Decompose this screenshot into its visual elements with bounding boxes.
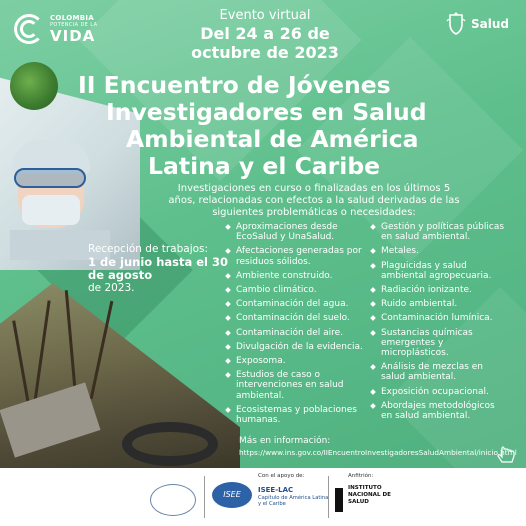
topic-text: Exposición ocupacional. xyxy=(381,386,489,397)
bullet-diamond-icon xyxy=(371,401,381,421)
topic-item xyxy=(226,246,366,266)
topic-item xyxy=(226,271,366,281)
isee-subtitle-line: y el Caribe xyxy=(258,501,286,508)
title-line: Ambiental de América xyxy=(126,125,419,153)
bullet-diamond-icon xyxy=(371,261,381,281)
reception-info xyxy=(88,243,228,294)
discarded-tire xyxy=(122,422,218,466)
reception-dates: 1 de junio hasta el 30 de agosto xyxy=(88,254,229,282)
bullet-diamond-icon xyxy=(371,246,381,256)
reception-year: de 2023. xyxy=(88,281,135,294)
topic-item xyxy=(371,246,506,256)
isee-subtitle xyxy=(258,495,338,508)
topic-item xyxy=(371,328,506,359)
topic-text: Ambiente construido. xyxy=(236,270,333,281)
topic-item xyxy=(371,313,506,323)
salud-logo xyxy=(446,12,509,36)
reception-label: Recepción de trabajos: xyxy=(88,243,209,255)
ministry-name: Salud xyxy=(471,17,509,31)
bullet-diamond-icon xyxy=(226,356,236,366)
topic-text: Plaguicidas y salud ambiental agropecuaria. xyxy=(381,260,492,281)
support-label: Con el apoyo de: xyxy=(258,473,305,479)
ins-name-line: SALUD xyxy=(348,499,369,505)
topic-text: Contaminación del aire. xyxy=(236,327,344,338)
title-line: Investigadores en Salud xyxy=(106,98,427,126)
topic-text: Aproximaciones desde EcoSalud y UnaSalud. xyxy=(236,222,338,243)
topic-text: Metales. xyxy=(381,246,419,257)
topic-text: Cambio climático. xyxy=(236,285,317,296)
bullet-diamond-icon xyxy=(226,370,236,401)
bullet-diamond-icon xyxy=(226,342,236,352)
event-dates-line-2: octubre de 2023 xyxy=(191,43,339,62)
topic-text: Gestión y políticas públicas en salud ambiental. xyxy=(381,222,505,243)
topic-text: Estudios de caso o intervenciones en salud ambiental. xyxy=(236,370,344,401)
bullet-diamond-icon xyxy=(371,299,381,309)
title-line: II Encuentro de Jóvenes xyxy=(78,71,391,99)
topic-item xyxy=(226,370,366,401)
bullet-diamond-icon xyxy=(226,271,236,281)
bullet-diamond-icon xyxy=(226,299,236,309)
topic-text: Ruido ambiental. xyxy=(381,299,458,310)
colombia-logo xyxy=(14,14,97,44)
bullet-diamond-icon xyxy=(371,313,381,323)
bullet-diamond-icon xyxy=(226,405,236,425)
topic-item xyxy=(371,222,506,242)
more-info xyxy=(239,436,517,457)
bullet-diamond-icon xyxy=(226,222,236,242)
topic-item xyxy=(226,313,366,323)
more-info-label: Más en información: xyxy=(239,436,331,446)
ins-logo-icon xyxy=(335,488,343,512)
isee-subtitle-line: Capítulo de América Latina xyxy=(258,495,329,501)
topic-text: Afectaciones generadas por residuos sólidos. xyxy=(236,246,362,267)
event-type: Evento virtual xyxy=(219,8,311,23)
topic-text: Sustancias químicas emergentes y microplásticos. xyxy=(381,327,473,359)
event-dates-line-1: Del 24 a 26 de xyxy=(200,24,330,43)
topic-text: Exposoma. xyxy=(236,356,286,367)
topic-text: Divulgación de la evidencia. xyxy=(236,341,363,352)
isee-name: ISEE-LAC xyxy=(258,486,294,494)
divider xyxy=(204,476,205,518)
bullet-diamond-icon xyxy=(371,387,381,397)
topic-text: Contaminación lumínica. xyxy=(381,313,493,324)
topic-item xyxy=(226,405,366,425)
topic-text: Contaminación del suelo. xyxy=(236,313,350,324)
topic-item xyxy=(226,222,366,242)
ins-name-line: NACIONAL DE xyxy=(348,492,391,498)
face-mask xyxy=(22,195,80,225)
safety-goggles xyxy=(14,168,86,188)
title-line: Latina y el Caribe xyxy=(148,152,381,180)
topic-item xyxy=(226,285,366,295)
divider xyxy=(328,476,329,518)
topics-list-right xyxy=(371,222,506,425)
page-title xyxy=(78,72,518,180)
bullet-diamond-icon xyxy=(226,313,236,323)
isee-logo: ISEE xyxy=(212,482,252,508)
topic-item xyxy=(371,387,506,397)
event-info xyxy=(190,8,340,62)
colombia-logo-icon xyxy=(14,14,44,44)
logo-line-2: POTENCIA DE LA xyxy=(50,21,98,28)
logo-line-3: VIDA xyxy=(50,26,96,45)
university-seal-logo xyxy=(150,484,196,516)
plant-sample-image xyxy=(10,62,58,110)
topic-text: Ecosistemas y poblaciones humanas. xyxy=(236,404,357,426)
ins-name xyxy=(348,485,391,506)
topic-text: Análisis de mezclas en salud ambiental. xyxy=(381,362,484,383)
topic-item xyxy=(226,328,366,338)
topic-item xyxy=(371,401,506,421)
topic-text: Contaminación del agua. xyxy=(236,299,349,310)
topic-item xyxy=(226,299,366,309)
bullet-diamond-icon xyxy=(371,222,381,242)
bullet-diamond-icon xyxy=(371,362,381,382)
more-info-link[interactable]: https://www.ins.gov.co/IIEncuentroInvestigadoresSaludAmbiental/inicio.html xyxy=(239,448,517,457)
topic-text: Radiación ionizante. xyxy=(381,285,472,296)
logo-text xyxy=(50,15,97,44)
pointing-hand-icon xyxy=(496,446,516,464)
topics-list-left xyxy=(226,222,366,429)
sponsor-footer xyxy=(0,468,526,526)
intro-text: Investigaciones en curso o finalizadas en los últimos 5 años, relacionadas con efectos a la salud derivadas de las siguientes problemáticas o necesidades: xyxy=(168,183,460,218)
ins-name-line: INSTITUTO xyxy=(348,485,382,491)
topic-text: Abordajes metodológicos en salud ambiental. xyxy=(381,400,495,422)
bullet-diamond-icon xyxy=(226,285,236,295)
topic-item xyxy=(226,342,366,352)
topic-item xyxy=(371,362,506,382)
bullet-diamond-icon xyxy=(226,328,236,338)
bullet-diamond-icon xyxy=(371,328,381,359)
host-label: Anfitrión: xyxy=(348,473,374,479)
topic-item xyxy=(371,299,506,309)
topic-item xyxy=(371,261,506,281)
topic-item xyxy=(371,285,506,295)
logo-line-1: COLOMBIA xyxy=(50,13,94,22)
salud-crest-icon xyxy=(446,12,466,36)
bullet-diamond-icon xyxy=(371,285,381,295)
topic-item xyxy=(226,356,366,366)
bullet-diamond-icon xyxy=(226,246,236,266)
